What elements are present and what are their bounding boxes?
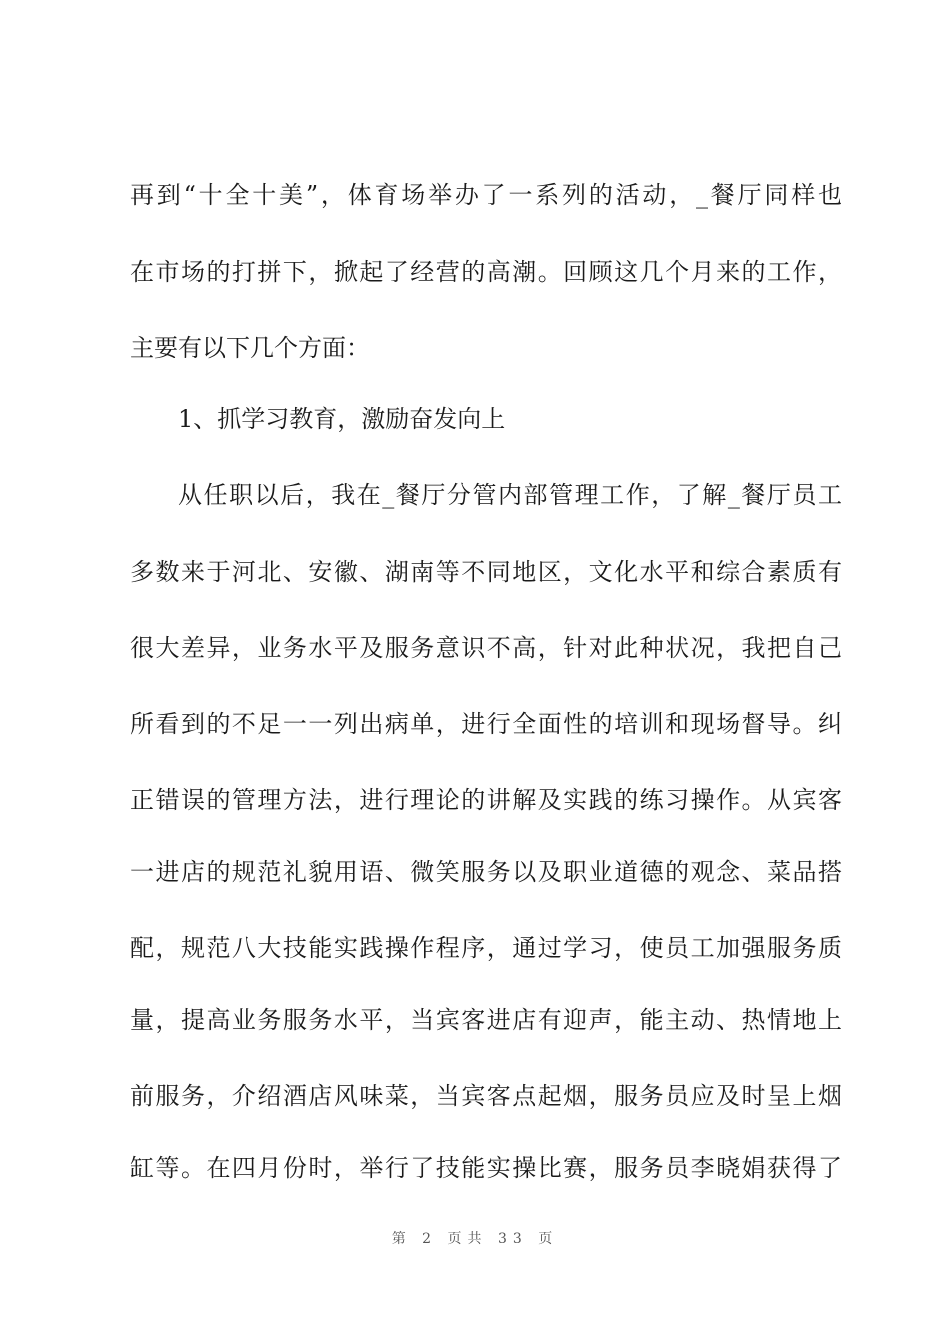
body-text-line: 主要有以下几个方面：	[130, 334, 370, 362]
body-text-line: 正错误的管理方法，进行理论的讲解及实践的练习操作。从宾客	[130, 786, 842, 814]
body-text-line: 量，提高业务服务水平，当宾客进店有迎声，能主动、热情地上	[130, 1006, 842, 1034]
body-text-line: 从任职以后，我在_餐厅分管内部管理工作，了解_餐厅员工	[178, 481, 842, 509]
section-heading: 1、抓学习教育，激励奋发向上	[178, 405, 506, 433]
body-text-line: 前服务，介绍酒店风味菜，当宾客点起烟，服务员应及时呈上烟	[130, 1082, 842, 1110]
body-text-line: 很大差异，业务水平及服务意识不高，针对此种状况，我把自己	[130, 634, 842, 662]
body-text-line: 配，规范八大技能实践操作程序，通过学习，使员工加强服务质	[130, 934, 842, 962]
body-text-line: 再到“十全十美”，体育场举办了一系列的活动，_餐厅同样也	[130, 181, 842, 209]
body-text-line: 一进店的规范礼貌用语、微笑服务以及职业道德的观念、菜品搭	[130, 858, 842, 886]
body-text-line: 多数来于河北、安徽、湖南等不同地区，文化水平和综合素质有	[130, 558, 842, 586]
body-text-line: 在市场的打拼下，掀起了经营的高潮。回顾这几个月来的工作，	[130, 258, 842, 286]
page-number-footer: 第 2 页共 33 页	[391, 1231, 559, 1247]
body-text-line: 缸等。在四月份时，举行了技能实操比赛，服务员李晓娟获得了	[130, 1154, 842, 1182]
body-text-line: 所看到的不足一一列出病单，进行全面性的培训和现场督导。纠	[130, 710, 842, 738]
